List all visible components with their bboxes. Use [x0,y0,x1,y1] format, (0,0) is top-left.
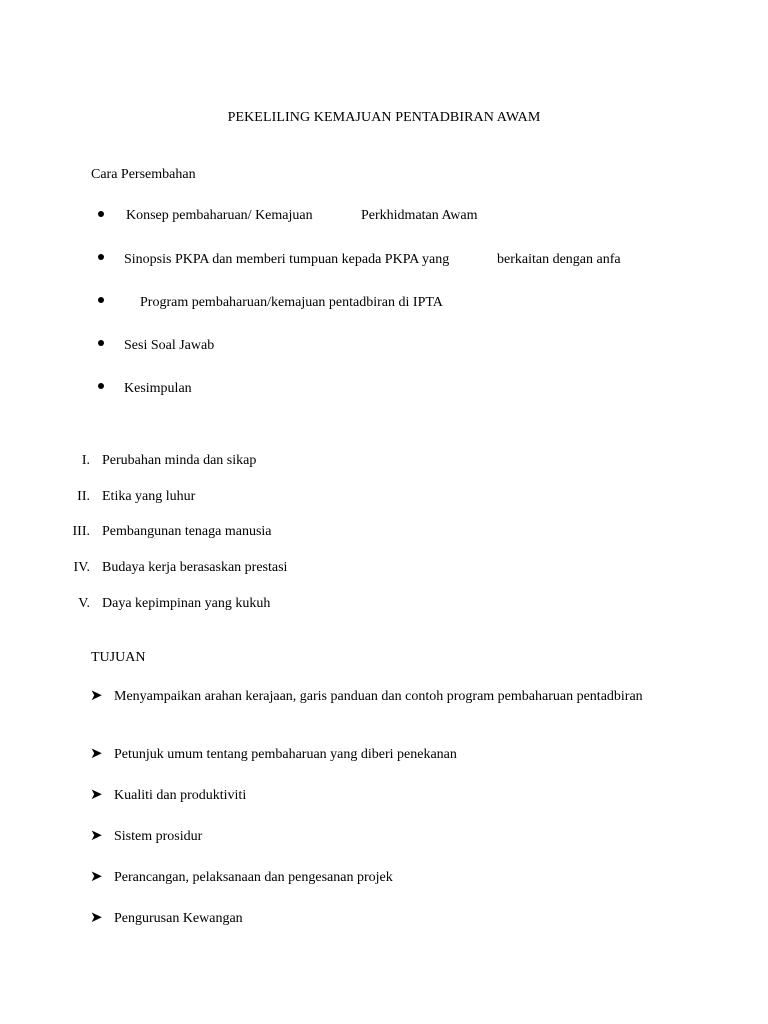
bullet-text: Program pembaharuan/kemajuan pentadbiran di IPTA [140,295,443,310]
bullet-text: Sinopsis PKPA dan memberi tumpuan kepada PKPA yang [124,252,450,267]
arrowhead-bullet-icon: ➤ [90,787,103,803]
roman-numeral: IV. [73,560,90,575]
bullet-dot-icon [98,340,104,346]
arrowhead-bullet-icon: ➤ [90,746,103,762]
roman-numeral: II. [77,489,90,504]
list-item-text: Daya kepimpinan yang kukuh [102,596,271,611]
bullet-dot-icon [98,254,104,260]
list-item-text: Pengurusan Kewangan [114,911,243,926]
list-item-text: Kualiti dan produktiviti [114,788,247,803]
bullet-text: Kesimpulan [124,381,192,396]
list-item-text: Etika yang luhur [102,489,196,504]
bullet-dot-icon [98,297,104,303]
document-title: PEKELILING KEMAJUAN PENTADBIRAN AWAM [227,110,541,125]
bullet-text-continued: Perkhidmatan Awam [361,208,478,223]
roman-numeral: V. [78,596,90,611]
arrowhead-bullet-icon: ➤ [90,910,103,926]
bullet-dot-icon [98,211,104,217]
arrowhead-bullet-icon: ➤ [90,828,103,844]
section-label: Cara Persembahan [91,167,196,182]
arrowhead-bullet-icon: ➤ [90,869,103,885]
list-item-text: Budaya kerja berasaskan prestasi [102,560,288,575]
list-item-text: Sistem prosidur [114,829,203,844]
list-item-text: Pembangunan tenaga manusia [102,524,272,539]
list-item-text: Petunjuk umum tentang pembaharuan yang diberi penekanan [114,747,457,762]
bullet-dot-icon [98,383,104,389]
roman-numeral: III. [72,524,90,539]
list-item-text: Perancangan, pelaksanaan dan pengesanan projek [114,870,393,885]
list-item-text: Perubahan minda dan sikap [102,453,257,468]
roman-numeral: I. [81,453,90,468]
arrowhead-bullet-icon: ➤ [90,688,103,704]
tujuan-heading: TUJUAN [91,650,146,665]
bullet-text: Konsep pembaharuan/ Kemajuan [126,208,313,223]
bullet-text-continued: berkaitan dengan anfa [497,252,621,267]
list-item-text: Menyampaikan arahan kerajaan, garis panduan dan contoh program pembaharuan pentadbiran [114,689,643,704]
bullet-text: Sesi Soal Jawab [124,338,215,353]
